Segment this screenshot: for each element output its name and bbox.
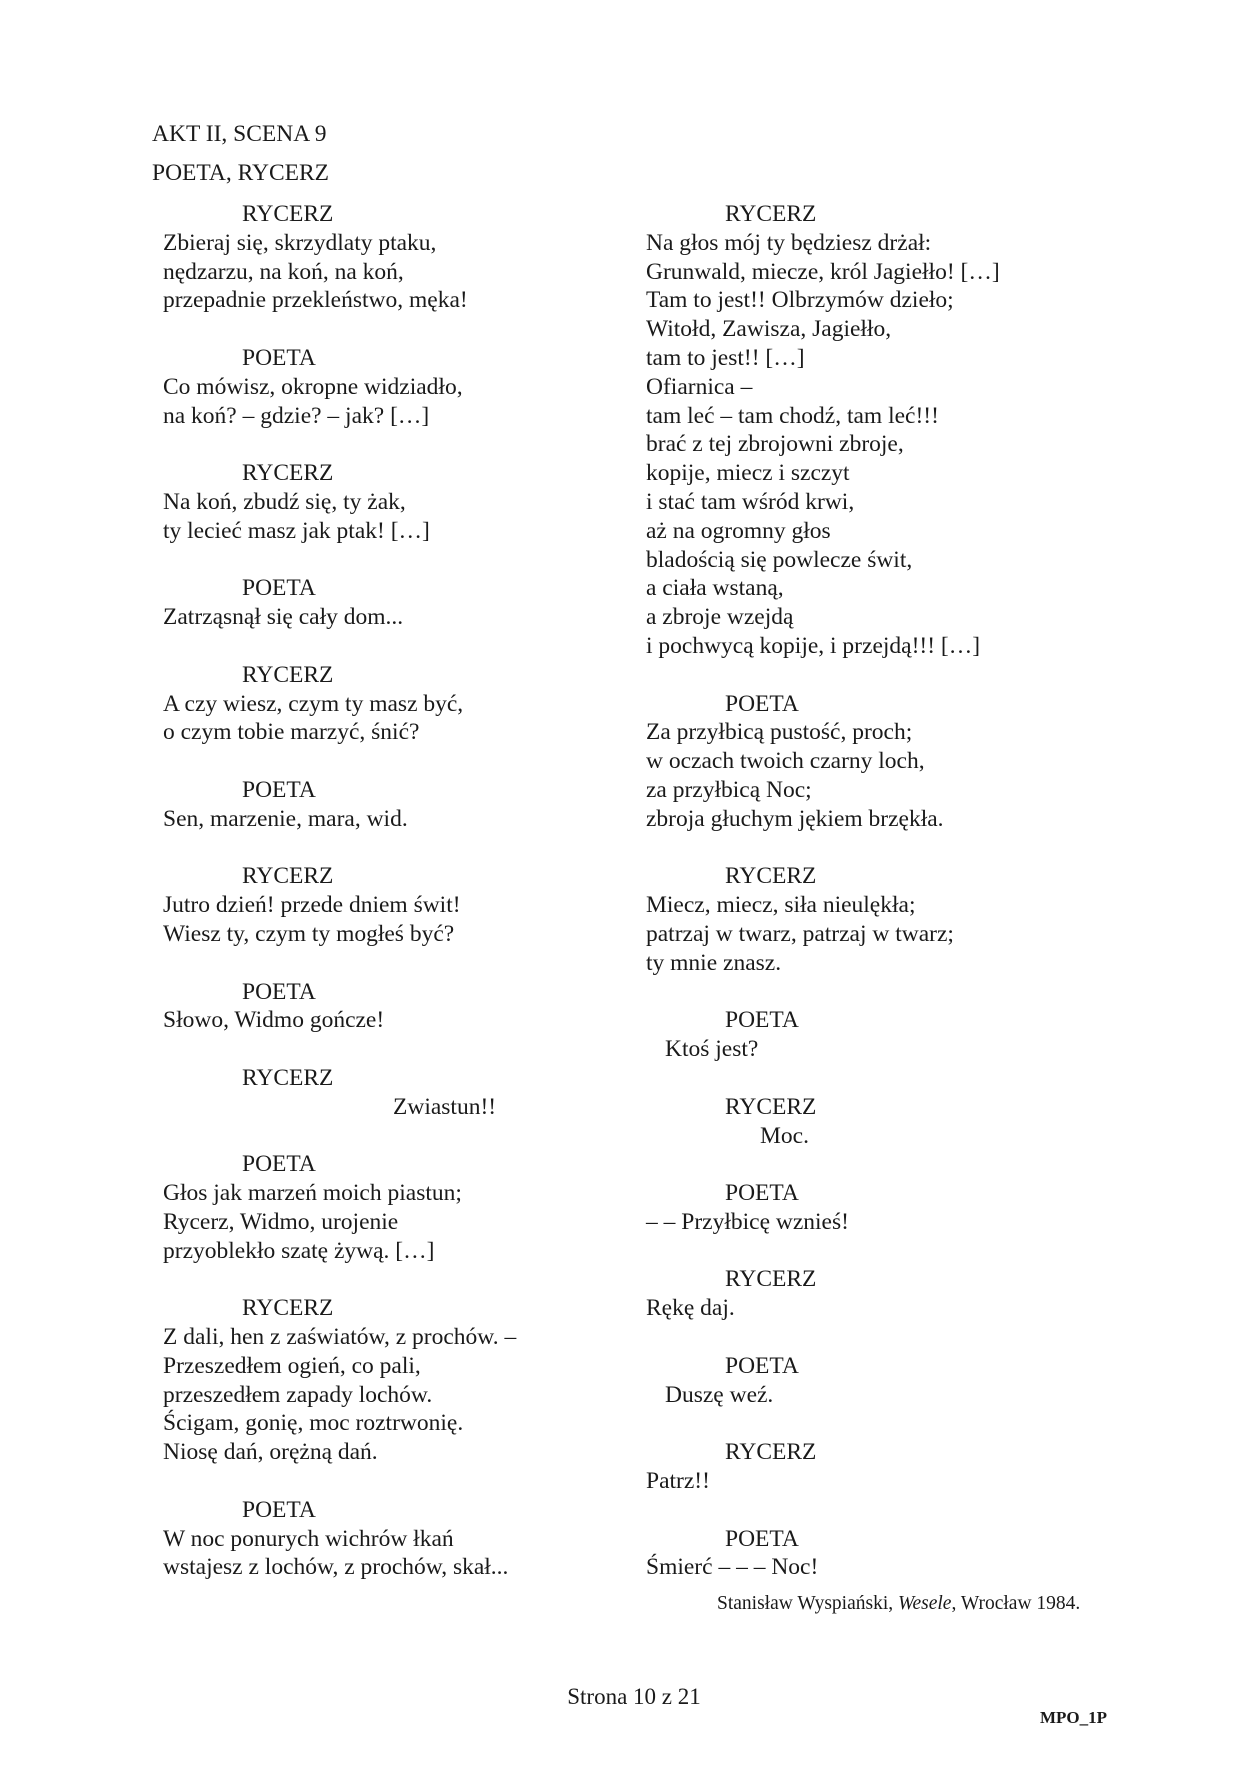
verse-line: Co mówisz, okropne widziadło,	[163, 373, 463, 400]
act-scene-heading: AKT II, SCENA 9	[152, 121, 327, 147]
verse-line: a zbroje wzejdą	[646, 604, 794, 631]
verse-line: Moc.	[760, 1122, 809, 1149]
left-column	[163, 200, 516, 1611]
verse-line: bladością się powlecze świt,	[646, 546, 913, 573]
page-number: Strona 10 z 21	[567, 1684, 701, 1709]
verse-line: Zwiastun!!	[393, 1093, 497, 1120]
verse-line: Duszę weź.	[665, 1381, 774, 1408]
speaker-name: RYCERZ	[725, 1093, 817, 1120]
speech	[646, 1093, 1000, 1151]
speech	[163, 1150, 516, 1265]
right-column	[646, 200, 1000, 1611]
speech	[646, 1438, 1000, 1496]
speech	[646, 1179, 1000, 1237]
verse-line: Zbieraj się, skrzydlaty ptaku,	[163, 229, 437, 256]
verse-line: Grunwald, miecze, król Jagiełło! […]	[646, 258, 1000, 285]
speech	[163, 200, 516, 315]
speaker-name: RYCERZ	[242, 201, 334, 227]
verse-line: A czy wiesz, czym ty masz być,	[163, 690, 464, 717]
verse-line: w oczach twoich czarny loch,	[646, 748, 925, 775]
citation-author: Stanisław Wyspiański,	[717, 1593, 899, 1614]
speaker-name: POETA	[725, 1007, 799, 1034]
speech	[163, 459, 516, 545]
verse-line: ty lecieć masz jak ptak! […]	[163, 517, 430, 544]
verse-line: na koń? – gdzie? – jak? […]	[163, 402, 430, 429]
verse-line: za przyłbicą Noc;	[646, 776, 812, 803]
speaker-name: RYCERZ	[242, 661, 334, 688]
verse-line: wstajesz z lochów, z prochów, skał...	[163, 1554, 509, 1581]
verse-line: o czym tobie marzyć, śnić?	[163, 719, 420, 746]
speech	[163, 1294, 516, 1467]
speech	[646, 1265, 1000, 1323]
verse-line: i pochwycą kopije, i przejdą!!! […]	[646, 632, 981, 659]
characters-heading: POETA, RYCERZ	[152, 160, 329, 186]
speech	[646, 690, 1000, 834]
verse-line: Sen, marzenie, mara, wid.	[163, 805, 408, 832]
verse-line: Ktoś jest?	[665, 1036, 759, 1063]
speaker-name: RYCERZ	[242, 1064, 334, 1091]
verse-line: Zatrząsnął się cały dom...	[163, 604, 404, 631]
verse-line: Rękę daj.	[646, 1295, 735, 1322]
verse-line: aż na ogromny głos	[646, 517, 831, 544]
speaker-name: RYCERZ	[242, 460, 334, 487]
verse-line: Ofiarnica –	[646, 373, 753, 400]
speaker-name: RYCERZ	[242, 863, 334, 890]
verse-line: Na koń, zbudź się, ty żak,	[163, 488, 406, 515]
verse-line: Za przyłbicą pustość, proch;	[646, 719, 913, 746]
speech	[163, 1064, 516, 1122]
speaker-name: RYCERZ	[725, 863, 817, 890]
verse-line: W noc ponurych wichrów łkań	[163, 1525, 454, 1552]
speaker-name: POETA	[725, 1525, 799, 1552]
speaker-name: POETA	[725, 690, 799, 717]
verse-line: – – Przyłbicę wznieś!	[646, 1208, 849, 1235]
verse-line: Śmierć – – – Noc!	[646, 1554, 819, 1581]
verse-line: Na głos mój ty będziesz drżał:	[646, 229, 932, 256]
speech	[163, 862, 516, 948]
verse-line: tam to jest!! […]	[646, 344, 805, 371]
speaker-name: POETA	[725, 1352, 799, 1379]
verse-line: Ścigam, gonię, moc roztrwonię.	[163, 1410, 464, 1437]
speaker-name: POETA	[242, 575, 316, 602]
speaker-name: POETA	[242, 344, 316, 371]
speaker-name: POETA	[242, 978, 316, 1005]
speaker-name: RYCERZ	[242, 1295, 334, 1322]
speaker-name: RYCERZ	[725, 1439, 817, 1466]
speech	[646, 1525, 1000, 1583]
citation	[717, 1593, 1080, 1615]
speech	[646, 1006, 1000, 1064]
verse-line: brać z tej zbrojowni zbroje,	[646, 431, 904, 458]
speaker-name: POETA	[242, 776, 316, 803]
speaker-name: POETA	[242, 1151, 316, 1178]
verse-line: kopije, miecz i szczyt	[646, 460, 850, 487]
speech	[163, 978, 516, 1036]
speech	[163, 574, 516, 632]
speech	[163, 344, 516, 430]
speech	[163, 1496, 516, 1582]
exam-code: MPO_1P	[1040, 1708, 1108, 1727]
verse-line: tam leć – tam chodź, tam leć!!!	[646, 402, 939, 429]
verse-line: patrzaj w twarz, patrzaj w twarz;	[646, 920, 954, 947]
speech	[163, 661, 516, 747]
speaker-name: POETA	[725, 1180, 799, 1207]
verse-line: Miecz, miecz, siła nieulękła;	[646, 892, 916, 919]
verse-line: przepadnie przekleństwo, męka!	[163, 287, 468, 314]
verse-line: Tam to jest!! Olbrzymów dzieło;	[646, 287, 954, 314]
verse-line: ty mnie znasz.	[646, 949, 782, 976]
verse-line: i stać tam wśród krwi,	[646, 488, 855, 515]
verse-line: nędzarzu, na koń, na koń,	[163, 258, 404, 285]
speech	[646, 1352, 1000, 1410]
speaker-name: POETA	[242, 1496, 316, 1523]
verse-line: Niosę dań, orężną dań.	[163, 1439, 378, 1466]
speech	[646, 862, 1000, 977]
verse-line: Witołd, Zawisza, Jagiełło,	[646, 316, 892, 343]
verse-line: Z dali, hen z zaświatów, z prochów. –	[163, 1324, 517, 1351]
verse-line: przyoblekło szatę żywą. […]	[163, 1237, 435, 1264]
verse-line: przeszedłem zapady lochów.	[163, 1381, 433, 1408]
verse-line: Słowo, Widmo gończe!	[163, 1007, 385, 1034]
speaker-name: RYCERZ	[725, 1266, 817, 1293]
verse-line: Przeszedłem ogień, co pali,	[163, 1352, 421, 1379]
speech	[646, 200, 1000, 661]
verse-line: Jutro dzień! przede dniem świt!	[163, 892, 461, 919]
speech	[163, 776, 516, 834]
verse-line: Patrz!!	[646, 1468, 710, 1495]
speaker-name: RYCERZ	[725, 201, 817, 227]
verse-line: Głos jak marzeń moich piastun;	[163, 1180, 462, 1207]
verse-line: a ciała wstaną,	[646, 575, 784, 602]
verse-line: Rycerz, Widmo, urojenie	[163, 1208, 399, 1235]
citation-title: Wesele	[898, 1593, 952, 1614]
verse-line: zbroja głuchym jękiem brzękła.	[646, 805, 944, 832]
citation-rest: , Wrocław 1984.	[951, 1593, 1081, 1614]
verse-line: Wiesz ty, czym ty mogłeś być?	[163, 920, 455, 947]
